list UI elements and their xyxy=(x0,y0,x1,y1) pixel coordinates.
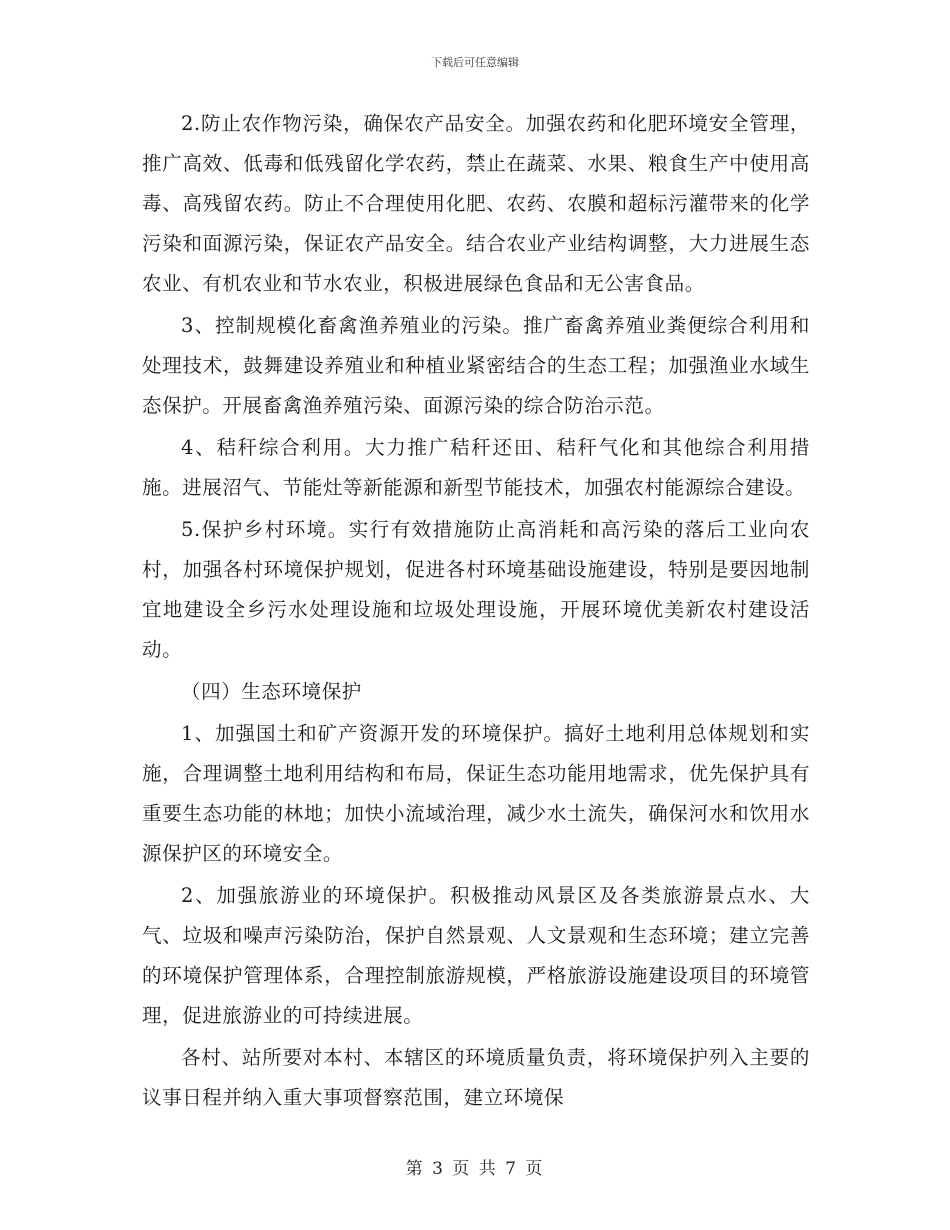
paragraph-tourism: 2、加强旅游业的环境保护。积极推动风景区及各类旅游景点水、大气、垃圾和噪声污染防治，保护自然景观、人文景观和生态环境；建立完善的环境保护管理体系，合理控制旅游规模，严格旅游设施建设项目的环境管理，促进旅游业的可持续进展。 xyxy=(142,884,810,1027)
paragraph-livestock-pollution: 3、控制规模化畜禽渔养殖业的污染。推广畜禽养殖业粪便综合利用和处理技术，鼓舞建设养殖业和种植业紧密结合的生态工程；加强渔业水域生态保护。开展畜禽渔养殖污染、面源污染的综合防治示范。 xyxy=(142,314,810,417)
page-number-footer: 第 3 页 共 7 页 xyxy=(405,1159,545,1179)
paragraph-responsibility: 各村、站所要对本村、本辖区的环境质量负责，将环境保护列入主要的议事日程并纳入重大事项督察范围，建立环境保 xyxy=(142,1046,810,1109)
paragraph-crop-pollution: 2.防止农作物污染，确保农产品安全。加强农药和化肥环境安全管理，推广高效、低毒和低残留化学农药，禁止在蔬菜、水果、粮食生产中使用高毒、高残留农药。防止不合理使用化肥、农药、农膜和超标污灌带来的化学污染和面源污染，保证农产品安全。结合农业产业结构调整，大力进展生态农业、有机农业和节水农业，积极进展绿色食品和无公害食品。 xyxy=(142,112,810,295)
document-body xyxy=(142,104,810,1120)
paragraph-straw-utilization: 4、秸秆综合利用。大力推广秸秆还田、秸秆气化和其他综合利用措施。进展沼气、节能灶等新能源和新型节能技术，加强农村能源综合建设。 xyxy=(142,436,810,499)
paragraph-land-resources: 1、加强国土和矿产资源开发的环境保护。搞好土地利用总体规划和实施，合理调整土地利用结构和布局，保证生态功能用地需求，优先保护具有重要生态功能的林地；加快小流域治理，减少水土流失，确保河水和饮用水源保护区的环境安全。 xyxy=(142,722,810,865)
section-heading-ecology: （四）生态环境保护 xyxy=(181,680,362,703)
paragraph-rural-environment: 5.保护乡村环境。实行有效措施防止高消耗和高污染的落后工业向农村，加强各村环境保护规划，促进各村环境基础设施建设，特别是要因地制宜地建设全乡污水处理设施和垃圾处理设施，开展环境优美新农村建设活动。 xyxy=(142,518,810,661)
page-header: 下载后可任意编辑 xyxy=(431,56,519,69)
